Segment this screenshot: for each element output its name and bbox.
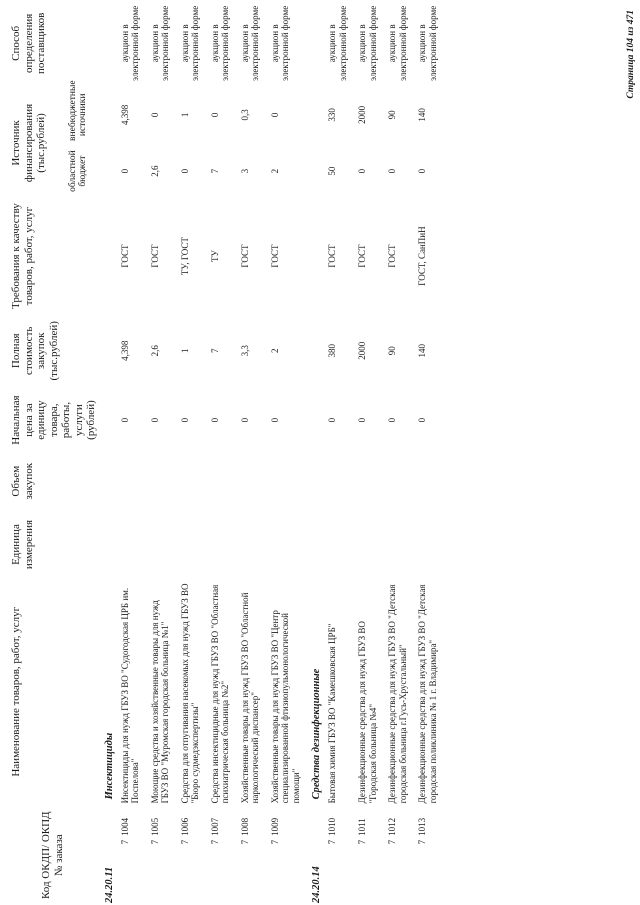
item-total: 7 <box>209 348 220 354</box>
category-row <box>305 0 322 905</box>
order-code: 7 <box>327 839 337 845</box>
category-code: 24.20.14 <box>311 866 322 903</box>
item-method: аукцион в электронной форме <box>149 5 170 81</box>
header-total: Полная стоимость закупок (тыс.рублей) <box>10 321 60 381</box>
order-number: 1006 <box>179 817 190 836</box>
item-regional-budget: 0 <box>179 168 190 174</box>
header-code: Код ОКДП/ ОКПД № заказа <box>40 811 65 900</box>
item-total: 1 <box>179 348 190 354</box>
item-name: Моющие средства и хозяйственные товары для нужд ГБУЗ ВО "Муромская городская больница №1" <box>149 600 170 804</box>
order-code: 7 <box>119 839 130 845</box>
item-price: 0 <box>387 417 397 423</box>
item-price: 0 <box>327 417 337 423</box>
item-total: 380 <box>327 344 337 358</box>
item-method: аукцион в электронной форме <box>357 5 378 81</box>
item-regional-budget: 50 <box>327 166 337 176</box>
item-requirements: ГОСТ <box>239 244 250 268</box>
item-method: аукцион в электронной форме <box>179 5 200 81</box>
item-unit <box>352 511 382 578</box>
item-volume <box>145 451 175 511</box>
item-method: аукцион в электронной форме <box>119 5 140 81</box>
item-total: 140 <box>417 344 427 358</box>
header-volume: Объем закупок <box>10 462 35 500</box>
item-extra-budget: 1 <box>179 112 190 118</box>
item-volume <box>175 451 205 511</box>
item-price: 0 <box>269 417 280 423</box>
table-row <box>382 0 412 905</box>
item-requirements: ГОСТ <box>357 244 367 268</box>
item-extra-budget: 0 <box>209 112 220 118</box>
item-price: 0 <box>179 417 190 423</box>
header-source: Источник финансирования (тыс.рублей) <box>10 103 47 183</box>
item-price: 0 <box>149 417 160 423</box>
table-row <box>235 0 265 905</box>
item-price: 0 <box>209 417 220 423</box>
item-regional-budget: 2,6 <box>149 165 160 177</box>
order-number: 1011 <box>357 818 367 836</box>
item-method: аукцион в электронной форме <box>239 5 260 81</box>
category-code: 24.20.11 <box>103 866 115 903</box>
item-extra-budget: 140 <box>417 108 427 122</box>
item-requirements: ГОСТ <box>387 244 397 268</box>
item-total: 2 <box>269 348 280 354</box>
table-body <box>98 0 443 905</box>
category-name: Средства дезинфекционные <box>311 668 322 800</box>
table-row <box>352 0 382 905</box>
item-unit <box>412 511 442 578</box>
item-regional-budget: 0 <box>357 168 367 174</box>
item-requirements: ГОСТ <box>269 244 280 268</box>
order-number: 1005 <box>149 817 160 836</box>
order-number: 1010 <box>327 817 337 836</box>
header-requirements: Требования к качеству товаров, работ, услуг <box>10 203 35 309</box>
item-unit <box>205 511 235 578</box>
item-requirements: ГОСТ, СанПиН <box>417 226 427 286</box>
item-regional-budget: 0 <box>119 168 130 174</box>
item-volume <box>412 451 442 511</box>
order-number: 1012 <box>387 817 397 836</box>
item-name: Бытовая химия ГБУЗ ВО "Камешковская ЦРБ" <box>327 623 337 804</box>
item-regional-budget: 7 <box>209 168 220 174</box>
item-extra-budget: 0 <box>269 112 280 118</box>
item-requirements: ГОСТ <box>149 244 160 268</box>
item-extra-budget: 0 <box>149 112 160 118</box>
item-regional-budget: 3 <box>239 168 250 174</box>
order-code: 7 <box>149 839 160 845</box>
item-extra-budget: 90 <box>387 110 397 120</box>
order-code: 7 <box>387 839 397 845</box>
item-method: аукцион в электронной форме <box>417 5 438 81</box>
item-extra-budget: 330 <box>327 108 337 122</box>
item-total: 2000 <box>357 341 367 360</box>
item-method: аукцион в электронной форме <box>327 5 348 81</box>
item-extra-budget: 2000 <box>357 105 367 124</box>
table-row <box>322 0 352 905</box>
item-method: аукцион в электронной форме <box>387 5 408 81</box>
item-name: Инсектициды для нужд ГБУЗ ВО "Судогодская ЦРБ им. Поспелова" <box>119 587 140 804</box>
header-unit: Единица измерения <box>10 519 35 570</box>
item-total: 4,398 <box>119 340 130 361</box>
item-volume <box>115 451 145 511</box>
item-total: 90 <box>387 346 397 356</box>
item-unit <box>265 511 306 578</box>
order-number: 1007 <box>209 817 220 836</box>
category-row <box>98 0 115 905</box>
header-method: Способ определения поставщиков <box>10 12 47 75</box>
item-requirements: ГОСТ <box>327 244 337 268</box>
item-extra-budget: 4,398 <box>119 104 130 125</box>
item-unit <box>382 511 412 578</box>
item-unit <box>235 511 265 578</box>
category-name: Инсектициды <box>103 732 115 800</box>
item-volume <box>352 451 382 511</box>
item-volume <box>382 451 412 511</box>
item-volume <box>205 451 235 511</box>
table-row <box>412 0 442 905</box>
order-number: 1009 <box>269 817 280 836</box>
order-code: 7 <box>417 839 427 845</box>
item-price: 0 <box>119 417 130 423</box>
order-code: 7 <box>357 839 367 845</box>
item-method: аукцион в электронной форме <box>269 5 290 81</box>
item-name: Средства для отпугивания насекомых для нужд ГБУЗ ВО "Бюро судмедэкспертизы" <box>179 583 200 804</box>
item-method: аукцион в электронной форме <box>209 5 230 81</box>
header-source-regional: областной бюджет <box>67 150 89 192</box>
item-price: 0 <box>239 417 250 423</box>
item-total: 2,6 <box>149 345 160 357</box>
item-extra-budget: 0,3 <box>239 109 250 121</box>
item-volume <box>322 451 352 511</box>
order-code: 7 <box>179 839 190 845</box>
table-row <box>205 0 235 905</box>
item-name: Дезинфекционные средства для нужд ГБУЗ ВО "Детская городская больница г.Гусь-Хрустальный" <box>387 584 408 804</box>
item-name: Средства инсектицидные для нужд ГБУЗ ВО "Областная психиатрическая больница №2" <box>209 584 230 804</box>
item-requirements: ТУ <box>209 250 220 263</box>
item-unit <box>145 511 175 578</box>
item-price: 0 <box>417 417 427 423</box>
page-footer: Страница 104 из 471 <box>626 10 636 99</box>
order-code: 7 <box>269 839 280 845</box>
item-regional-budget: 0 <box>387 168 397 174</box>
item-total: 3,3 <box>239 345 250 357</box>
table-row <box>175 0 205 905</box>
order-number: 1008 <box>239 817 250 836</box>
item-name: Дезинфекционные средства для нужд ГБУЗ ВО "Городская больница №4" <box>357 621 378 804</box>
header-row <box>0 0 65 905</box>
order-number: 1013 <box>417 817 427 836</box>
item-name: Хозяйственные товары для нужд ГБУЗ ВО "Центр специализированной фтизиопульмонологической помощи" <box>269 610 301 804</box>
item-name: Хозяйственные товары для нужд ГБУЗ ВО "Областной наркологический диспансер" <box>239 592 260 804</box>
item-requirements: ТУ, ГОСТ <box>179 237 190 276</box>
item-volume <box>265 451 306 511</box>
item-requirements: ГОСТ <box>119 244 130 268</box>
header-price: Начальная цена за единицу товара, работы, услуги (рублей) <box>10 395 97 445</box>
table-row <box>115 0 145 905</box>
header-source-extra: внебюджетные источники <box>67 80 89 141</box>
item-regional-budget: 2 <box>269 168 280 174</box>
table-row <box>145 0 175 905</box>
item-price: 0 <box>357 417 367 423</box>
item-unit <box>322 511 352 578</box>
table-row <box>265 0 306 905</box>
order-number: 1004 <box>119 817 130 836</box>
order-code: 7 <box>239 839 250 845</box>
item-unit <box>175 511 205 578</box>
item-regional-budget: 0 <box>417 168 427 174</box>
item-unit <box>115 511 145 578</box>
order-code: 7 <box>209 839 220 845</box>
item-volume <box>235 451 265 511</box>
item-name: Дезинфекционные средства для нужд ГБУЗ ВО "Детская городская поликлиника № 1 г. Владимира" <box>417 584 438 804</box>
header-name: Наименование товаров, работ, услуг <box>10 606 22 777</box>
